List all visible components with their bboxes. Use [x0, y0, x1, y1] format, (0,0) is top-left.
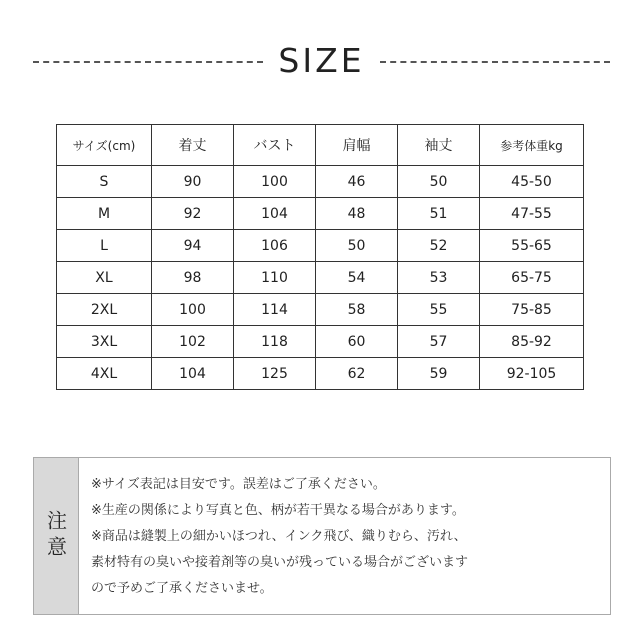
- table-cell: 47-55: [480, 198, 584, 230]
- table-row: [57, 230, 584, 262]
- table-row: [57, 262, 584, 294]
- table-cell: M: [57, 198, 152, 230]
- table-cell: 104: [234, 198, 316, 230]
- table-header-row: [57, 125, 584, 166]
- table-row: [57, 198, 584, 230]
- page-title: SIZE: [278, 41, 365, 80]
- right-dashed-divider: [380, 61, 610, 63]
- table-cell: 57: [398, 326, 480, 358]
- note-line: ※サイズ表記は目安です。誤差はご了承ください。: [91, 477, 386, 492]
- note-line: ので予めご了承くださいませ。: [91, 581, 273, 596]
- table-cell: 2XL: [57, 294, 152, 326]
- table-cell: 46: [316, 166, 398, 198]
- header-weight: 参考体重kg: [480, 125, 584, 166]
- table-cell: 94: [152, 230, 234, 262]
- table-cell: 55: [398, 294, 480, 326]
- table-cell: 110: [234, 262, 316, 294]
- table-cell: 50: [316, 230, 398, 262]
- table-cell: 62: [316, 358, 398, 390]
- header-sleeve: 袖丈: [398, 125, 480, 166]
- table-row: [57, 166, 584, 198]
- header-length: 着丈: [152, 125, 234, 166]
- header-bust: バスト: [234, 125, 316, 166]
- table-cell: S: [57, 166, 152, 198]
- table-cell: 55-65: [480, 230, 584, 262]
- table-cell: 118: [234, 326, 316, 358]
- notes-label: 注意: [43, 510, 68, 562]
- table-cell: 92-105: [480, 358, 584, 390]
- table-cell: 104: [152, 358, 234, 390]
- table-cell: 48: [316, 198, 398, 230]
- table-cell: 92: [152, 198, 234, 230]
- size-table: [56, 124, 584, 390]
- table-cell: 102: [152, 326, 234, 358]
- table-cell: 45-50: [480, 166, 584, 198]
- table-cell: 54: [316, 262, 398, 294]
- table-cell: 51: [398, 198, 480, 230]
- table-cell: 50: [398, 166, 480, 198]
- note-line: 素材特有の臭いや接着剤等の臭いが残っている場合がございます: [91, 555, 469, 570]
- table-cell: 114: [234, 294, 316, 326]
- notes-label-panel: [34, 458, 79, 614]
- table-cell: 59: [398, 358, 480, 390]
- notes-body: [79, 458, 610, 614]
- note-line: ※生産の関係により写真と色、柄が若干異なる場合があります。: [91, 503, 465, 518]
- header-size: サイズ(cm): [57, 125, 152, 166]
- table-cell: 106: [234, 230, 316, 262]
- table-cell: 65-75: [480, 262, 584, 294]
- table-cell: 3XL: [57, 326, 152, 358]
- table-cell: 85-92: [480, 326, 584, 358]
- table-cell: 60: [316, 326, 398, 358]
- header-shoulder: 肩幅: [316, 125, 398, 166]
- table-cell: 90: [152, 166, 234, 198]
- table-cell: 75-85: [480, 294, 584, 326]
- table-cell: 100: [234, 166, 316, 198]
- table-row: [57, 326, 584, 358]
- table-cell: 98: [152, 262, 234, 294]
- table-cell: XL: [57, 262, 152, 294]
- table-cell: 58: [316, 294, 398, 326]
- notes-box: [33, 457, 611, 615]
- note-line: ※商品は縫製上の細かいほつれ、インク飛び、織りむら、汚れ、: [91, 529, 467, 544]
- table-cell: 100: [152, 294, 234, 326]
- left-dashed-divider: [33, 61, 263, 63]
- table-cell: L: [57, 230, 152, 262]
- title-row: [0, 38, 640, 84]
- table-cell: 52: [398, 230, 480, 262]
- table-cell: 53: [398, 262, 480, 294]
- table-cell: 125: [234, 358, 316, 390]
- table-row: [57, 358, 584, 390]
- table-cell: 4XL: [57, 358, 152, 390]
- table-row: [57, 294, 584, 326]
